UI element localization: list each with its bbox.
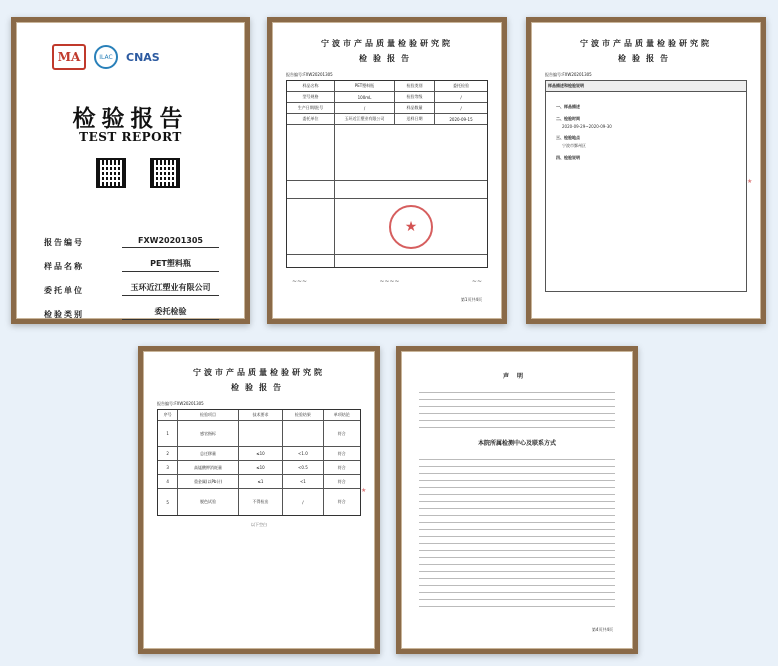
table-row: 3 高锰酸钾消耗量 ≤10 <0.5 符合 [158,461,360,475]
results-page [149,357,369,643]
signature-line [292,278,482,285]
report-number: 报告编号:FXW20201305 [157,401,204,406]
field-report-no: 报告编号 FXW20201305 [44,224,219,248]
official-stamp-icon: ★ [389,205,433,249]
table-row [287,181,487,199]
cover-fields [44,224,219,320]
table-row: 样品名称 PET塑料瓶 检验类别 委托检验 [287,81,487,92]
section-header: 样品描述和检验说明 [545,80,747,92]
seam-stamp-icon: ★ [361,487,367,494]
table-row: 型号规格 100mL 检验等级 / [287,92,487,103]
signature-icon: ~~ [471,278,482,285]
description-page-frame [526,17,766,324]
signature-icon: ~~~~ [379,278,400,285]
description-page [537,28,755,313]
info-table [286,80,488,268]
table-row: 4 重金属(以Pb计) ≤1 <1 符合 [158,475,360,489]
cover-title: 检验报告 [72,105,189,132]
table-row [287,255,487,267]
qr-code-1 [96,158,126,188]
table-row: 生产日期/批号 / 样品数量 / [287,103,487,114]
report-info-page [278,28,496,313]
report-heading: 检验报告 [359,53,415,63]
statement-page-frame [396,346,638,654]
results-table [157,409,361,516]
qr-code-2 [150,158,180,188]
cover-subtitle: TEST REPORT [79,130,182,144]
table-row: 2 总迁移量 ≤10 <1.0 符合 [158,447,360,461]
field-sample-name: 样品名称 PET塑料瓶 [44,248,219,272]
report-info-page-frame [267,17,507,324]
cnas-logo: CNAS [126,50,160,64]
field-client: 委托单位 玉环近江塑业有限公司 [44,272,219,296]
contact-lines [419,455,615,607]
qr-code-icon [150,158,180,188]
page-number: 第4页共4页 [591,627,613,632]
signature-icon: ~~~ [292,278,308,285]
table-row [287,199,487,255]
institute-title: 宁波市产品质量检验研究院 [193,367,325,377]
end-note: 以下空白 [251,522,267,527]
seam-stamp-icon: ★ [747,178,753,185]
page-number: 第1页共4页 [460,297,482,302]
cover-page-frame [11,17,250,324]
results-page-frame [138,346,380,654]
table-header-row: 序号 检验项目 技术要求 检验结果 单项结论 [158,410,360,421]
table-row: 5 脱色试验 不得检出 / 符合 [158,489,360,515]
table-row: 1 感官指标 符合 [158,421,360,447]
report-number: 报告编号:FXW20201305 [286,72,333,77]
statement-title: 声明 [502,373,531,380]
institute-title: 宁波市产品质量检验研究院 [580,38,712,48]
statement-lines [419,388,615,428]
table-row: 委托单位 玉环近江塑业有限公司 送样日期 2020-09-15 [287,114,487,125]
report-heading: 检验报告 [231,382,287,392]
report-number: 报告编号:FXW20201305 [545,72,592,77]
cma-logo: MA [52,44,86,70]
description-section [545,80,747,292]
qr-code-icon [96,158,126,188]
ilac-mra-logo-icon: ILAC [94,45,118,69]
table-row [287,125,487,181]
certification-logos [52,42,229,72]
cover-page [22,28,239,319]
report-heading: 检验报告 [618,53,674,63]
field-test-type: 检验类别 委托检验 [44,296,219,320]
section-body: 一、样品描述 二、检验时间 2020-09-29~2020-09-30 三、检验地点 宁波市鄞州区 四、检验说明 [545,92,747,292]
statement-subtitle: 本院所属检测中心及联系方式 [477,440,556,447]
institute-title: 宁波市产品质量检验研究院 [321,38,453,48]
qr-codes [96,158,180,188]
statement-page [407,357,627,643]
